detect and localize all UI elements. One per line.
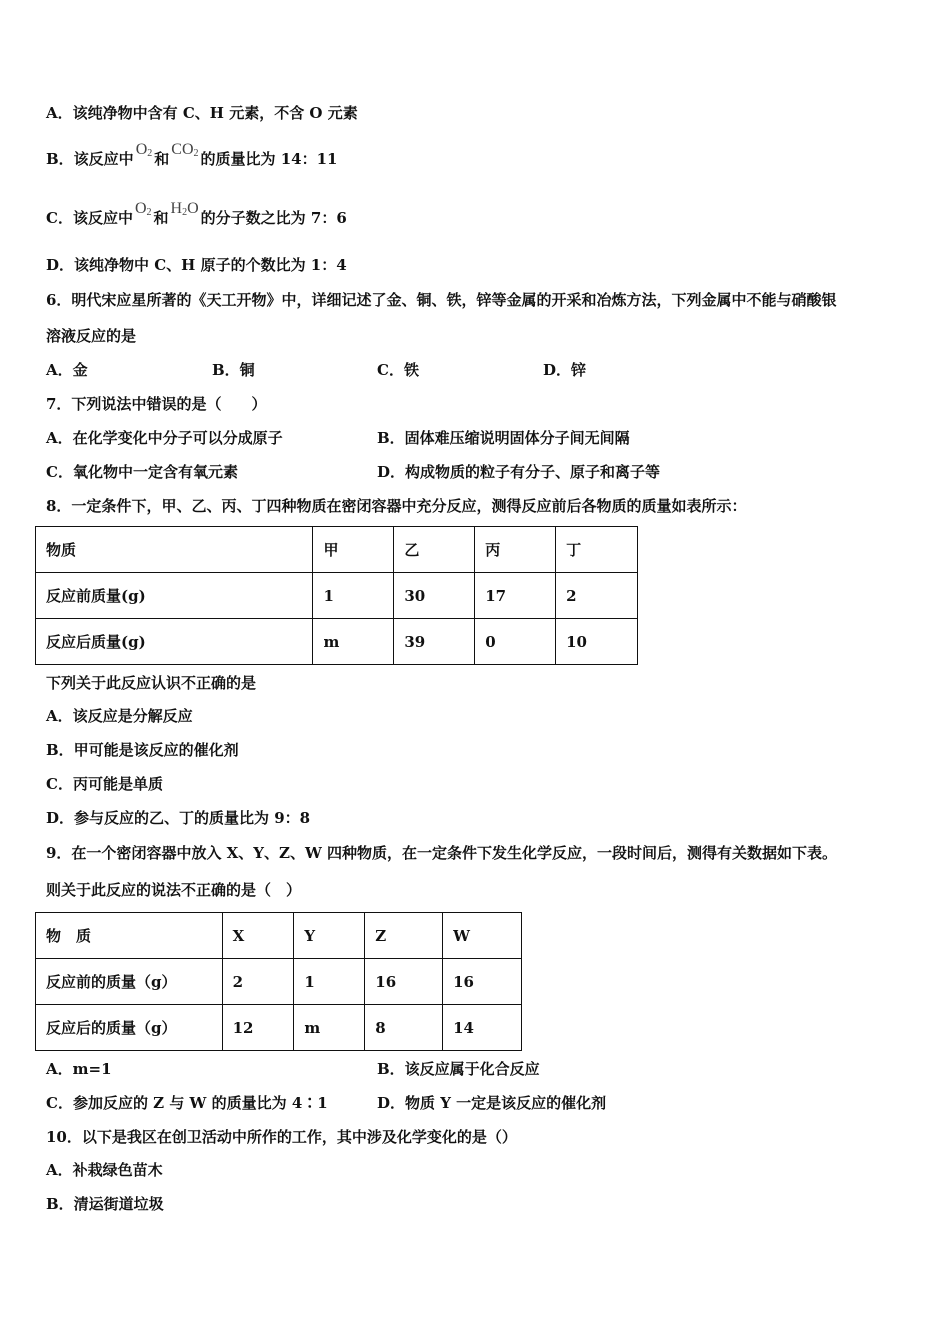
q5-option-a: A．该纯净物中含有 C、H 元素，不含 O 元素: [46, 104, 358, 122]
table-cell: 16: [365, 959, 443, 1005]
q10-option-b: B．清运街道垃圾: [46, 1195, 164, 1213]
formula-o2: [136, 140, 153, 164]
formula-subscript: 2: [182, 207, 188, 218]
q8-prompt: 下列关于此反应认识不正确的是: [46, 674, 257, 692]
q5-option-b: [46, 141, 338, 174]
q5-option-b-prefix: B．该反应中: [46, 150, 134, 168]
q5-option-c: [46, 200, 347, 233]
table-cell: 1: [294, 959, 365, 1005]
table-cell: 30: [394, 573, 475, 619]
table-cell: 2: [556, 573, 638, 619]
table-header-row: [36, 913, 522, 959]
q9-data-table: [35, 912, 522, 1051]
table-header-cell: 物质: [36, 527, 313, 573]
table-header-cell: Y: [294, 913, 365, 959]
q6-stem-line1: 6．明代宋应星所著的《天工开物》中，详细记述了金、铜、铁，锌等金属的开采和冶炼方法，下列金属中不能与硝酸银: [46, 291, 837, 309]
table-cell: m: [294, 1005, 365, 1051]
q5-option-c-prefix: C．该反应中: [46, 209, 133, 227]
table-cell: 8: [365, 1005, 443, 1051]
formula-h2o: [171, 199, 199, 223]
table-header-cell: W: [443, 913, 522, 959]
formula-subscript: 2: [147, 148, 153, 159]
q9-option-c: C．参加反应的 Z 与 W 的质量比为 4∶1: [46, 1094, 328, 1112]
table-cell: 1: [313, 573, 394, 619]
table-cell: 反应后的质量（g）: [36, 1005, 223, 1051]
table-cell: 14: [443, 1005, 522, 1051]
table-cell: m: [313, 619, 394, 665]
formula-co2: [171, 140, 198, 164]
q5-option-b-suffix: 的质量比为 14：11: [200, 150, 338, 168]
formula-o2: [135, 199, 152, 223]
q9-option-b: B．该反应属于化合反应: [377, 1060, 540, 1078]
table-cell: 2: [222, 959, 294, 1005]
table-header-cell: 丁: [556, 527, 638, 573]
table-row: [36, 573, 638, 619]
formula-symbol: H: [170, 200, 183, 217]
table-cell: 反应后质量(g): [36, 619, 313, 665]
q8-option-d: D．参与反应的乙、丁的质量比为 9：8: [46, 809, 311, 827]
q8-data-table: [35, 526, 638, 665]
q9-stem-line2: 则关于此反应的说法不正确的是（ ）: [46, 881, 302, 899]
table-header-cell: 物 质: [36, 913, 223, 959]
table-row: [36, 619, 638, 665]
q5-option-d: D．该纯净物中 C、H 原子的个数比为 1：4: [46, 256, 347, 274]
table-header-cell: 丙: [475, 527, 556, 573]
q6-stem-line2: 溶液反应的是: [46, 327, 137, 345]
table-cell: 反应前质量(g): [36, 573, 313, 619]
formula-symbol: CO: [171, 141, 194, 158]
table-cell: 39: [394, 619, 475, 665]
table-cell: 0: [475, 619, 556, 665]
q5-option-c-suffix: 的分子数之比为 7：6: [200, 209, 347, 227]
q7-option-d: D．构成物质的粒子有分子、原子和离子等: [377, 463, 661, 481]
table-header-cell: X: [222, 913, 294, 959]
q7-option-b: B．固体难压缩说明固体分子间无间隔: [377, 429, 630, 447]
formula-symbol: O: [187, 200, 199, 217]
table-header-cell: 甲: [313, 527, 394, 573]
q7-option-a: A．在化学变化中分子可以分成原子: [46, 429, 283, 447]
q7-stem: 7．下列说法中错误的是（ ）: [46, 395, 267, 413]
q6-option-a: A．金: [46, 361, 88, 379]
q9-option-d: D．物质 Y 一定是该反应的催化剂: [377, 1094, 607, 1112]
q9-option-a: A．m=1: [46, 1060, 112, 1078]
q5-option-b-and: 和: [154, 150, 170, 168]
q8-stem: 8．一定条件下，甲、乙、丙、丁四种物质在密闭容器中充分反应，测得反应前后各物质的质量如表所示：: [46, 497, 747, 515]
q8-option-b: B．甲可能是该反应的催化剂: [46, 741, 239, 759]
q7-option-c: C．氧化物中一定含有氧元素: [46, 463, 238, 481]
table-cell: 12: [222, 1005, 294, 1051]
table-header-row: [36, 527, 638, 573]
table-cell: 16: [443, 959, 522, 1005]
q5-option-c-and: 和: [153, 209, 169, 227]
q6-option-c: C．铁: [377, 361, 419, 379]
q9-stem-line1: 9．在一个密闭容器中放入 X、Y、Z、W 四种物质，在一定条件下发生化学反应，一段时间后，测得有关数据如下表。: [46, 844, 838, 862]
table-cell: 反应前的质量（g）: [36, 959, 223, 1005]
formula-subscript: 2: [146, 207, 152, 218]
table-header-cell: Z: [365, 913, 443, 959]
q10-stem: 10．以下是我区在创卫活动中所作的工作，其中涉及化学变化的是（）: [46, 1128, 517, 1146]
table-row: [36, 959, 522, 1005]
table-header-cell: 乙: [394, 527, 475, 573]
formula-subscript: 2: [193, 148, 199, 159]
formula-symbol: O: [134, 200, 147, 217]
table-cell: 17: [475, 573, 556, 619]
formula-symbol: O: [135, 141, 148, 158]
q10-option-a: A．补栽绿色苗木: [46, 1161, 163, 1179]
table-cell: 10: [556, 619, 638, 665]
q6-option-d: D．锌: [543, 361, 587, 379]
table-row: [36, 1005, 522, 1051]
q8-option-a: A．该反应是分解反应: [46, 707, 193, 725]
q6-option-b: B．铜: [212, 361, 255, 379]
q8-option-c: C．丙可能是单质: [46, 775, 163, 793]
